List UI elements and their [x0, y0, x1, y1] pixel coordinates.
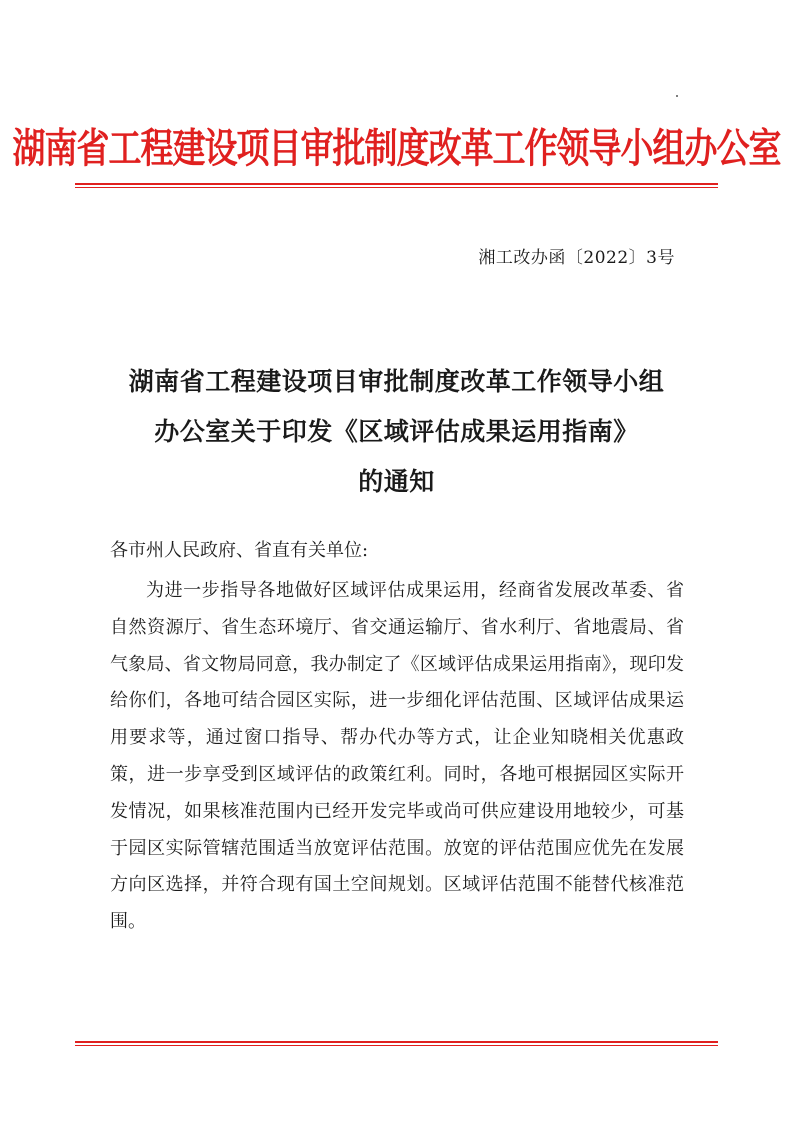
- scan-dot: [676, 95, 678, 97]
- body-paragraph: 为进一步指导各地做好区域评估成果运用，经商省发展改革委、省自然资源厅、省生态环境厅、省交通运输厅、省水利厅、省地震局、省气象局、省文物局同意，我办制定了《区域评估成果运用指南》，现印发给你们，各地可结合园区实际，进一步细化评估范围、区域评估成果运用要求等，通过窗口指导、帮办代办等方式，让企业知晓相关优惠政策，进一步享受到区域评估的政策红利。同时，各地可根据园区实际开发情况，如果核准范围内已经开发完毕或尚可供应建设用地较少，可基于园区实际管辖范围适当放宽评估范围。放宽的评估范围应优先在发展方向区选择，并符合现有国土空间规划。区域评估范围不能替代核准范围。: [110, 580, 684, 933]
- title-line-1: 湖南省工程建设项目审批制度改革工作领导小组: [128, 367, 665, 396]
- document-title: [0, 357, 793, 507]
- org-header-title: 湖南省工程建设项目审批制度改革工作领导小组办公室: [12, 124, 781, 172]
- salutation: 各市州人民政府、省直有关单位:: [110, 540, 369, 561]
- document-number: 湘工改办函〔2022〕3号: [478, 248, 675, 268]
- title-line-2: 办公室关于印发《区域评估成果运用指南》: [154, 417, 639, 446]
- footer-red-rule: [75, 1041, 718, 1046]
- title-line-3: 的通知: [358, 467, 435, 496]
- header-red-rule: [75, 183, 718, 188]
